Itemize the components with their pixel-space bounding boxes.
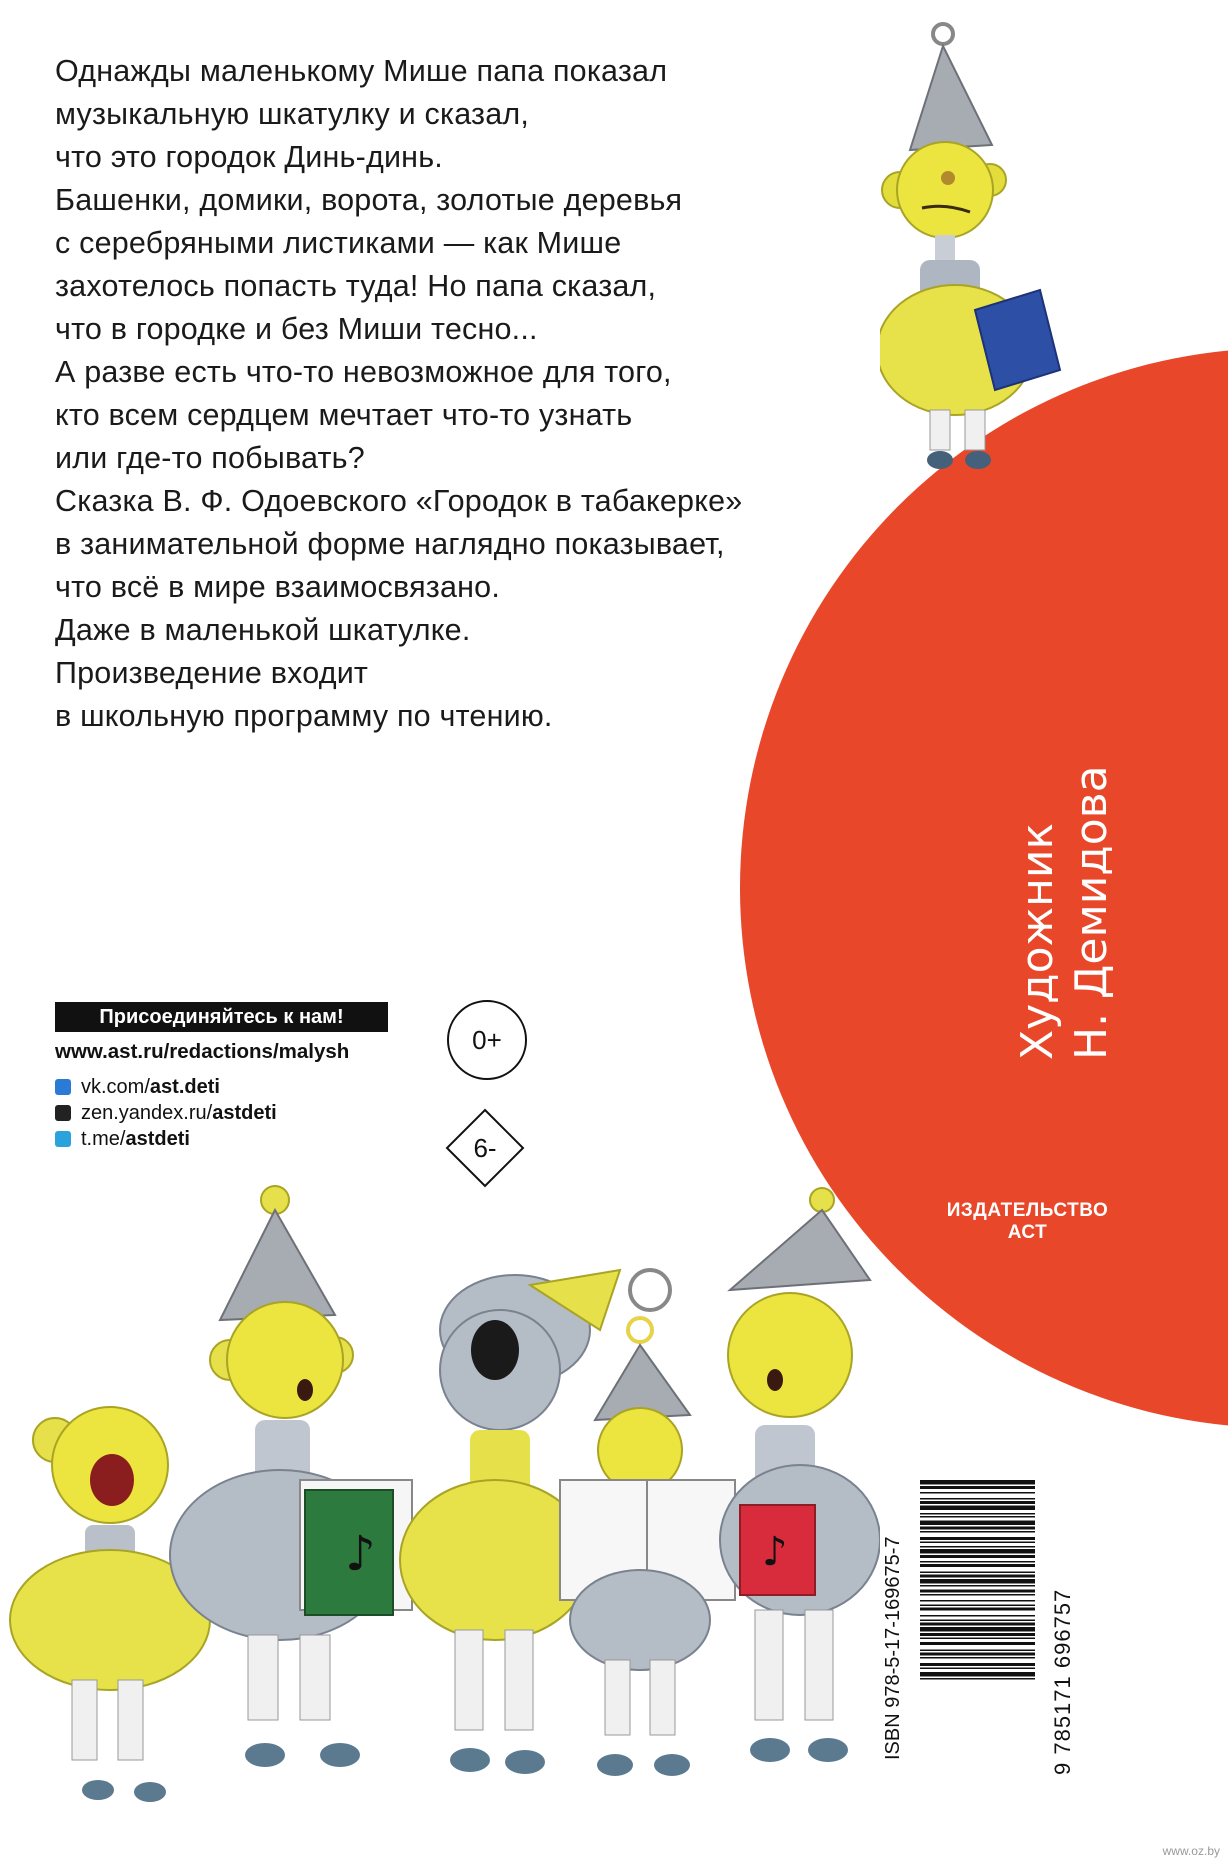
barcode-bar [920, 1537, 1035, 1540]
social-link-telegram[interactable] [55, 1126, 277, 1152]
bell-boy-illustration [880, 20, 1110, 500]
barcode-bar [920, 1549, 1035, 1554]
barcode-bar [920, 1564, 1035, 1567]
blurb-line: что это городок Динь-динь. [55, 140, 443, 174]
social-prefix: vk.com/ [81, 1075, 150, 1098]
blurb-line: что в городке и без Миши тесно... [55, 312, 538, 346]
barcode-bar [920, 1668, 1035, 1670]
barcode-bar [920, 1615, 1035, 1617]
barcode-bar [920, 1492, 1035, 1494]
barcode-bar [920, 1638, 1035, 1640]
social-link-vk[interactable] [55, 1074, 277, 1100]
barcode-digits: 9 785171 696757 [1050, 1588, 1075, 1775]
blurb-line: Произведение входит [55, 656, 369, 690]
blurb-line: Даже в маленькой шкатулке. [55, 613, 471, 647]
barcode-bar [920, 1650, 1035, 1652]
barcode-bar [920, 1513, 1035, 1515]
barcode-bar [920, 1546, 1035, 1548]
barcode-bar [920, 1653, 1035, 1656]
barcode-bar [920, 1590, 1035, 1593]
blurb-line: или где-то побывать? [55, 441, 365, 475]
barcode-bar [920, 1633, 1035, 1636]
illustrator-name: Н. Демидова [1066, 765, 1117, 1060]
barcode-bar [920, 1608, 1035, 1611]
watermark: www.oz.by [1162, 1844, 1220, 1858]
blurb-line: Однажды маленькому Мише папа показал [55, 54, 668, 88]
barcode-bar [920, 1642, 1035, 1645]
blurb-line: что всё в мире взаимосвязано. [55, 570, 501, 604]
svg-text:♪: ♪ [762, 1529, 788, 1575]
barcode-bar [920, 1585, 1035, 1587]
social-links [55, 1074, 277, 1152]
barcode-bar [920, 1575, 1035, 1578]
vk-icon [55, 1079, 71, 1095]
barcode-bar [920, 1594, 1035, 1596]
age-mark-diamond [445, 1108, 525, 1188]
age-mark-text: 6- [473, 1133, 497, 1163]
social-prefix: t.me/ [81, 1127, 126, 1150]
barcode-bar [920, 1627, 1035, 1632]
barcode-bar [920, 1605, 1035, 1607]
blurb-line: кто всем сердцем мечтает что-то узнать [55, 398, 633, 432]
website-link[interactable]: www.ast.ru/redactions/malysh [55, 1040, 350, 1063]
social-handle: ast.deti [149, 1075, 220, 1098]
svg-text:♪: ♪ [345, 1526, 376, 1582]
age-rating-badge: 0+ [447, 1000, 527, 1080]
barcode-bar [920, 1572, 1035, 1574]
choir-illustration [0, 1180, 880, 1860]
barcode-bar [920, 1516, 1035, 1518]
barcode-bar [920, 1620, 1035, 1622]
social-handle: astdeti [125, 1127, 190, 1150]
barcode-bar [920, 1486, 1035, 1489]
barcode-bar [920, 1657, 1035, 1659]
blurb-line: в занимательной форме наглядно показывает, [55, 527, 725, 561]
barcode-bar [920, 1672, 1035, 1677]
barcode-bar [920, 1555, 1035, 1558]
barcode-bar [920, 1678, 1035, 1680]
barcode-bar [920, 1542, 1035, 1544]
zen-icon [55, 1105, 71, 1121]
barcode-bar [920, 1498, 1035, 1500]
blurb-line: с серебряными листиками — как Мише [55, 226, 622, 260]
barcode-bar [920, 1579, 1035, 1584]
blurb-line: музыкальную шкатулку и сказал, [55, 97, 530, 131]
isbn-text: ISBN 978-5-17-169675-7 [882, 1536, 904, 1760]
publisher-label [940, 1200, 1115, 1244]
barcode-bar [920, 1527, 1035, 1530]
social-prefix: zen.yandex.ru/ [81, 1101, 213, 1124]
barcode-bar [920, 1623, 1035, 1626]
publisher-line2: АСТ [1007, 1222, 1048, 1243]
barcode-bar [920, 1561, 1035, 1563]
barcode-bar [920, 1501, 1035, 1504]
barcode-bar [920, 1663, 1035, 1666]
illustrator-credit [1000, 630, 1120, 1070]
barcode-bar [920, 1480, 1035, 1485]
barcode-bar [920, 1506, 1035, 1511]
barcode-bar [920, 1531, 1035, 1533]
blurb-line: А разве есть что-то невозможное для того, [55, 355, 672, 389]
barcode-bar [920, 1521, 1035, 1526]
blurb-line: Сказка В. Ф. Одоевского «Городок в табакерке» [55, 484, 743, 518]
join-us-banner: Присоединяйтесь к нам! [55, 1002, 388, 1032]
social-link-zen[interactable] [55, 1100, 277, 1126]
telegram-icon [55, 1131, 71, 1147]
blurb-line: Башенки, домики, ворота, золотые деревья [55, 183, 683, 217]
blurb-line: захотелось попасть туда! Но папа сказал, [55, 269, 657, 303]
blurb-line: в школьную программу по чтению. [55, 699, 553, 733]
illustrator-label: Художник [1012, 822, 1063, 1060]
social-handle: astdeti [212, 1101, 277, 1124]
publisher-line1: ИЗДАТЕЛЬСТВО [946, 1200, 1109, 1221]
blurb-text [55, 50, 775, 738]
barcode-bar [920, 1600, 1035, 1602]
